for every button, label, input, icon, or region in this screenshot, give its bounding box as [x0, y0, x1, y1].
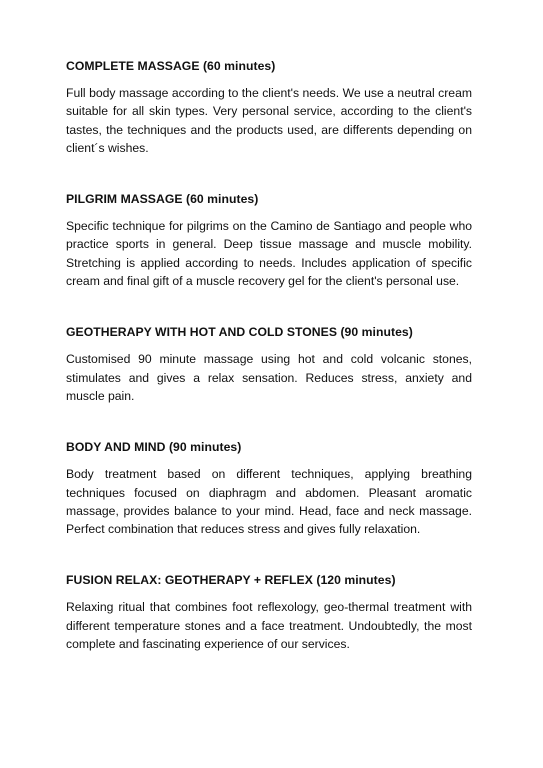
section-title: COMPLETE MASSAGE (60 minutes) — [66, 59, 276, 73]
section-title: PILGRIM MASSAGE (60 minutes) — [66, 192, 259, 207]
section-title: GEOTHERAPY WITH HOT AND COLD STONES (90 minutes) — [66, 325, 413, 340]
section-body: Full body massage according to the client's needs. We use a neutral cream suitable for all skin types. Very personal service, according to the client's tastes, the techniques and the products used, are differents depending on client´s wishes. — [66, 86, 472, 155]
section-body: Specific technique for pilgrims on the Camino de Santiago and people who practice sports in general. Deep tissue massage and muscle mobility. Stretching is applied according to needs. Includes application of specific cream and final gift of a muscle recovery gel for the client's personal use. — [66, 219, 472, 289]
section-title: FUSION RELAX: GEOTHERAPY + REFLEX (120 minutes) — [66, 573, 396, 588]
section-body: Customised 90 minute massage using hot and cold volcanic stones, stimulates and gives a relax sensation. Reduces stress, anxiety and muscle pain. — [66, 352, 472, 403]
section-body-and-mind — [66, 439, 472, 538]
section-fusion-relax — [66, 572, 472, 653]
section-pilgrim-massage — [66, 191, 472, 290]
section-geotherapy — [66, 324, 472, 405]
document-page — [66, 58, 472, 687]
section-body: Body treatment based on different techniques, applying breathing techniques focused on diaphragm and abdomen. Pleasant aromatic massage, provides balance to your mind. Head, face and neck massage. Perfect combination that reduces stress and gives fully relaxation. — [66, 467, 472, 537]
section-body: Relaxing ritual that combines foot reflexology, geo-thermal treatment with different temperature stones and a face treatment. Undoubtedly, the most complete and fascinating experience of our services. — [66, 600, 472, 652]
section-title: BODY AND MIND (90 minutes) — [66, 440, 242, 455]
section-complete-massage — [66, 58, 472, 157]
